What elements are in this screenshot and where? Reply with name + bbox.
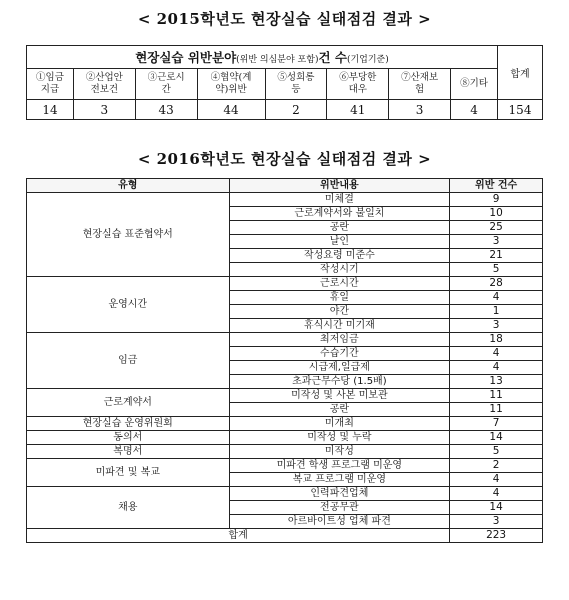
violation-count: 11 [450,389,543,403]
violation-count: 4 [450,487,543,501]
table-row [27,417,543,431]
category-line1: ⑦산재보 [401,72,439,83]
violation-content: 미작성 [229,445,450,459]
header-unit-label: (기업기준) [346,55,389,65]
category-count: 41 [327,100,389,120]
violation-type: 현장실습 운영위원회 [27,417,230,431]
category-cell [327,69,389,100]
violation-count: 11 [450,403,543,417]
category-cell [73,69,135,100]
table-row [27,193,543,207]
violation-content: 근로계약서와 불일치 [229,207,450,221]
category-line1: ⑧기타 [460,78,488,89]
total-value: 223 [450,529,543,543]
category-line1: ④협약(계 [210,72,252,83]
header-count-label: 건 수 [318,50,347,65]
category-line2: 대우 [348,84,367,95]
violation-content: 미작성 및 사본 미보관 [229,389,450,403]
violation-type: 동의서 [27,431,230,445]
violation-content: 미파견 학생 프로그램 미운영 [229,459,450,473]
violation-count: 9 [450,193,543,207]
header-violation-area [27,46,498,69]
violation-type: 근로계약서 [27,389,230,417]
category-count: 14 [27,100,74,120]
violation-count: 28 [450,277,543,291]
category-cell [389,69,451,100]
table-row [27,333,543,347]
violation-content: 공란 [229,221,450,235]
violation-count: 13 [450,375,543,389]
category-line2: 약)위반 [215,84,247,95]
violation-content: 인력파견업체 [229,487,450,501]
violation-content: 수습기간 [229,347,450,361]
violation-count: 5 [450,445,543,459]
violation-type: 임금 [27,333,230,389]
violation-count: 14 [450,501,543,515]
total-row [27,529,543,543]
category-line2: 지급 [40,84,60,95]
violation-count: 5 [450,263,543,277]
category-count: 2 [265,100,327,120]
violation-count: 4 [450,347,543,361]
total-label: 합계 [27,529,450,543]
table-row [27,459,543,473]
header-main-label: 현장실습 위반분야 [135,50,237,65]
violation-content: 미체결 [229,193,450,207]
total-header: 합계 [498,46,543,100]
category-line1: ⑥부당한 [339,72,377,83]
title-2015: < 2015학년도 현장실습 실태점검 결과 > [137,10,432,28]
violation-count: 10 [450,207,543,221]
violation-count: 18 [450,333,543,347]
category-line1: ①임금 [36,72,64,83]
violation-type: 복명서 [27,445,230,459]
category-count: 4 [451,100,498,120]
table-row [27,431,543,445]
violation-content: 작성시기 [229,263,450,277]
violation-content: 근로시간 [229,277,450,291]
violation-count: 1 [450,305,543,319]
table-header-row [27,179,543,193]
table-2015 [26,45,543,120]
category-count: 43 [135,100,197,120]
violation-content: 미작성 및 누락 [229,431,450,445]
violation-content: 아르바이트성 업체 파견 [229,515,450,529]
category-count: 3 [389,100,451,120]
category-line2: 험 [415,84,425,95]
violation-type: 채용 [27,487,230,529]
violation-count: 2 [450,459,543,473]
title-2016: < 2016학년도 현장실습 실태점검 결과 > [137,150,432,168]
violation-content: 미개최 [229,417,450,431]
header-content: 위반내용 [229,179,450,193]
category-count: 44 [197,100,265,120]
table-row [27,277,543,291]
header-paren-label: (위반 의심분야 포함) [236,55,319,65]
violation-count: 3 [450,515,543,529]
violation-type: 미파견 및 복교 [27,459,230,487]
violation-content: 공란 [229,403,450,417]
violation-content: 휴식시간 미기재 [229,319,450,333]
violation-content: 복교 프로그램 미운영 [229,473,450,487]
violation-content: 작성요령 미준수 [229,249,450,263]
table-row [27,389,543,403]
table-row [27,445,543,459]
category-line2: 등 [291,84,301,95]
violation-content: 야간 [229,305,450,319]
violation-content: 전공무관 [229,501,450,515]
table-row [27,487,543,501]
category-line1: ⑤성희롱 [277,72,315,83]
violation-count: 3 [450,235,543,249]
table-2016 [26,178,543,543]
violation-content: 최저임금 [229,333,450,347]
category-line2: 간 [161,84,171,95]
header-count: 위반 건수 [450,179,543,193]
category-cell [27,69,74,100]
violation-count: 14 [450,431,543,445]
violation-content: 시급제,일급제 [229,361,450,375]
category-line1: ③근로시 [147,72,185,83]
violation-content: 초과근무수당 (1.5배) [229,375,450,389]
category-line2: 전보건 [90,84,119,95]
violation-type: 운영시간 [27,277,230,333]
category-cell [265,69,327,100]
category-line1: ②산업안 [85,72,123,83]
violation-type: 현장실습 표준협약서 [27,193,230,277]
violation-count: 7 [450,417,543,431]
category-count: 3 [73,100,135,120]
violation-count: 4 [450,473,543,487]
violation-count: 4 [450,361,543,375]
violation-count: 21 [450,249,543,263]
violation-content: 휴일 [229,291,450,305]
violation-count: 3 [450,319,543,333]
violation-count: 4 [450,291,543,305]
header-type: 유형 [27,179,230,193]
category-cell [451,69,498,100]
violation-count: 25 [450,221,543,235]
category-cell [135,69,197,100]
violation-content: 날인 [229,235,450,249]
category-cell [197,69,265,100]
total-count: 154 [498,100,543,120]
